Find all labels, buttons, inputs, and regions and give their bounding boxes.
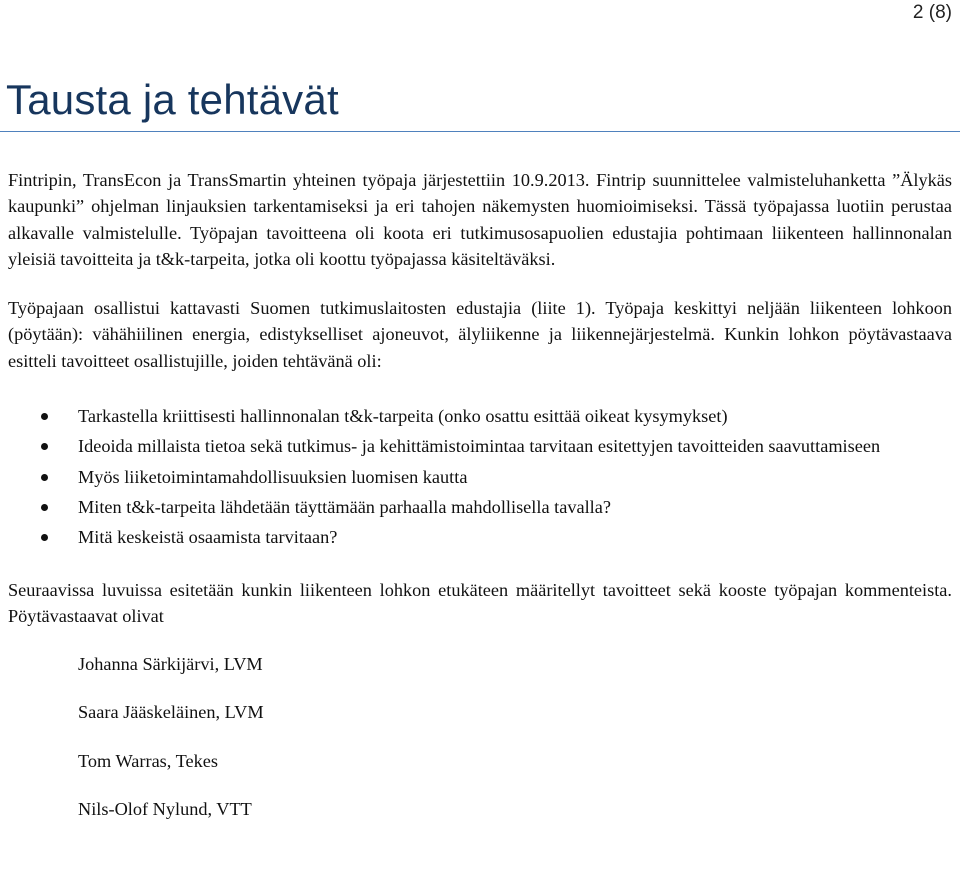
document-body	[8, 167, 952, 844]
heading-underline	[0, 131, 960, 132]
list-item	[8, 433, 952, 459]
list-item-text: Tarkastella kriittisesti hallinnonalan t&k-tarpeita (onko osattu esittää oikeat kysymykset)	[78, 406, 728, 427]
table-host: Tom Warras, Tekes	[78, 750, 218, 771]
task-list	[8, 403, 952, 550]
list-item	[8, 494, 952, 520]
bullet-icon	[41, 413, 48, 420]
list-item	[8, 524, 952, 550]
bullet-icon	[41, 534, 48, 541]
table-host: Johanna Särkijärvi, LVM	[78, 654, 263, 675]
bullet-icon	[41, 504, 48, 511]
list-item-text: Miten t&k-tarpeita lähdetään täyttämään parhaalla mahdollisella tavalla?	[78, 496, 611, 517]
list-item-text: Mitä keskeistä osaamista tarvitaan?	[78, 527, 338, 548]
table-host: Nils-Olof Nylund, VTT	[78, 799, 252, 820]
table-host: Saara Jääskeläinen, LVM	[78, 702, 264, 723]
intro-paragraph: Fintripin, TransEcon ja TransSmartin yhteinen työpaja järjestettiin 10.9.2013. Fintrip suunnittelee valmisteluhanketta ”Älykäs kaupunki” ohjelman linjauksien tarkentamiseksi ja eri tahojen näkemysten huomioimiseksi. Tässä työpajassa luotiin perustaa alkavalle valmistelulle. Työpajan tavoitteena oli koota eri tutkimusosapuolien edustajia pohtimaan liikenteen hallinnonalan yleisiä tavoitteita ja t&k-tarpeita, jotka oli koottu työpajassa käsiteltäväksi.	[8, 170, 952, 269]
page-number: 2 (8)	[912, 2, 952, 23]
list-item	[8, 464, 952, 490]
participants-paragraph: Työpajaan osallistui kattavasti Suomen tutkimuslaitosten edustajia (liite 1). Työpaja keskittyi neljään liikenteen lohkoon (pöytään): vähähiilinen energia, edistykselliset ajoneuvot, älyliikenne ja liikennejärjestelmä. Kunkin lohkon pöytävastaava esitteli tavoitteet osallistujille, joiden tehtävänä oli:	[8, 298, 952, 371]
table-hosts-list	[78, 651, 952, 822]
list-item-text: Ideoida millaista tietoa sekä tutkimus- ja kehittämistoimintaa tarvitaan esitettyjen tavoitteiden saavuttamiseen	[78, 436, 881, 457]
list-item	[8, 403, 952, 429]
list-item-text: Myös liiketoimintamahdollisuuksien luomisen kautta	[78, 466, 468, 487]
closing-paragraph: Seuraavissa luvuissa esitetään kunkin liikenteen lohkon etukäteen määritellyt tavoitteet sekä kooste työpajan kommenteista. Pöytävastaavat olivat	[8, 579, 952, 626]
bullet-icon	[41, 443, 48, 450]
section-heading: Tausta ja tehtävät	[6, 76, 339, 123]
bullet-icon	[41, 474, 48, 481]
